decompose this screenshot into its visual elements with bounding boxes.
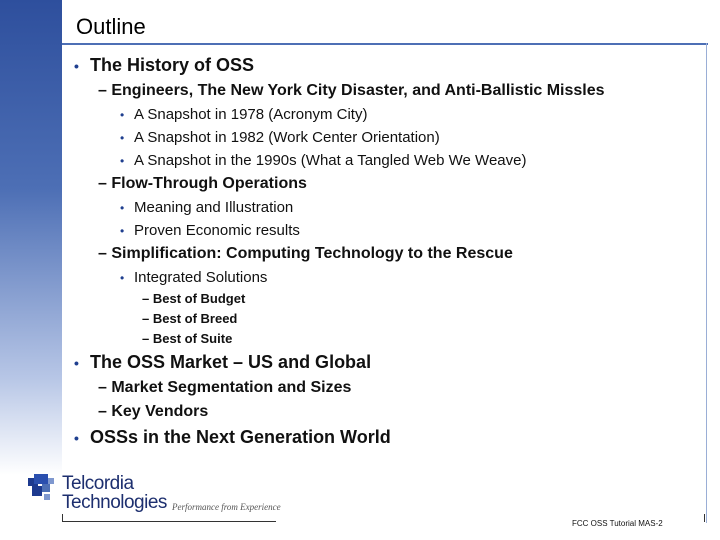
slide-title: Outline — [76, 14, 146, 39]
bullet-icon: • — [74, 355, 79, 371]
outline-item: • Integrated Solutions — [74, 266, 704, 289]
bullet-icon: • — [120, 154, 125, 168]
company-logo-text: Telcordia Technologies — [62, 473, 167, 513]
bullet-icon: • — [74, 58, 79, 74]
footer-label: FCC OSS Tutorial MAS-2 — [572, 519, 663, 528]
footer-divider — [62, 521, 276, 522]
outline-item: – Best of Budget — [142, 291, 246, 306]
outline-item: • The OSS Market – US and Global — [74, 349, 704, 376]
right-border-line — [706, 43, 707, 523]
logo-tagline: Performance from Experience — [172, 502, 281, 512]
bullet-icon: • — [120, 224, 125, 238]
outline-item: • A Snapshot in 1982 (Work Center Orientation) — [74, 126, 704, 149]
outline-item: • Proven Economic results — [74, 219, 704, 242]
bullet-icon: • — [74, 430, 79, 446]
telcordia-logo-icon — [28, 472, 62, 502]
left-gradient-bar — [0, 0, 62, 540]
bullet-icon: • — [120, 271, 125, 285]
outline-item: • A Snapshot in 1978 (Acronym City) — [74, 103, 704, 126]
outline-item: • OSSs in the Next Generation World — [74, 424, 704, 451]
outline-item: – Engineers, The New York City Disaster, and Anti-Ballistic Missles — [98, 82, 605, 99]
bullet-icon: • — [120, 131, 125, 145]
outline-item: • Meaning and Illustration — [74, 196, 704, 219]
outline-item: • A Snapshot in the 1990s (What a Tangled Web We Weave) — [74, 149, 704, 172]
title-divider — [62, 43, 708, 45]
outline-item: – Market Segmentation and Sizes — [98, 379, 352, 396]
outline-item: – Key Vendors — [98, 403, 209, 420]
outline-item: – Best of Suite — [142, 331, 233, 346]
outline-item: – Best of Breed — [142, 311, 238, 326]
bullet-icon: • — [120, 108, 125, 122]
bullet-icon: • — [120, 201, 125, 215]
footer-tick — [704, 514, 705, 522]
footer-tick — [62, 514, 63, 522]
outline-list — [74, 52, 704, 451]
outline-item: – Flow-Through Operations — [98, 175, 307, 192]
outline-item: • The History of OSS — [74, 52, 704, 79]
outline-item: – Simplification: Computing Technology to the Rescue — [98, 245, 513, 262]
